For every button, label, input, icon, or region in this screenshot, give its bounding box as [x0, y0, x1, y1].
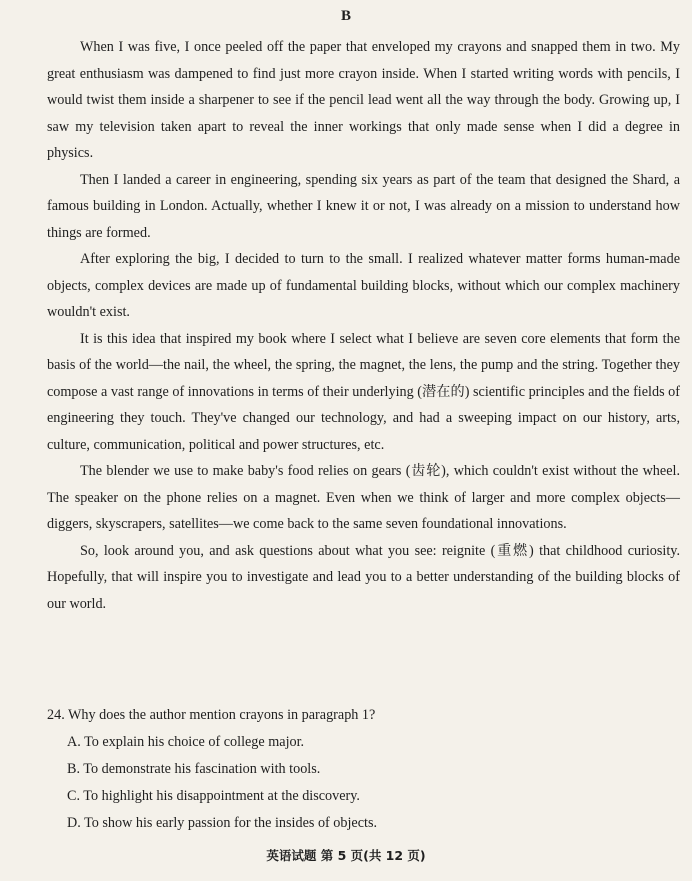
paragraph-6: So, look around you, and ask questions about what you see: reignite (重燃) that childhood curiosity. Hopefully, that will inspire you to investigate and lead you to a better understanding of the building blocks of our world. — [47, 542, 680, 612]
paragraph-4: It is this idea that inspired my book where I select what I believe are seven core elements that form the basis of the world—the nail, the wheel, the spring, the magnet, the lens, the pump and the string. Together they compose a vast range of innovations in terms of their underlying (潜在的) scientific principles and the fields of engineering they touch. They've changed our technology, and had a sweeping impact on our history, arts, culture, communication, political and power structures, etc. — [47, 330, 680, 453]
option-c: C. To highlight his disappointment at the discovery. — [67, 788, 360, 804]
paragraph-5: The blender we use to make baby's food relies on gears (齿轮), which couldn't exist without the wheel. The speaker on the phone relies on a magnet. Even when we think of larger and more complex objects—diggers, skyscrapers, satellites—we come back to the same seven foundational innovations. — [47, 463, 680, 532]
paragraph-2: Then I landed a career in engineering, spending six years as part of the team that designed the Shard, a famous building in London. Actually, whether I knew it or not, I was already on a mission to understand how things are formed. — [47, 171, 680, 241]
answer-options — [47, 729, 680, 837]
reading-passage — [47, 34, 680, 617]
option-b: B. To demonstrate his fascination with tools. — [67, 761, 321, 777]
section-letter: B — [340, 8, 351, 24]
question-stem: 24. Why does the author mention crayons in paragraph 1? — [47, 707, 376, 723]
option-d: D. To show his early passion for the insides of objects. — [67, 815, 378, 831]
option-a: A. To explain his choice of college major. — [67, 734, 305, 750]
paragraph-3: After exploring the big, I decided to turn to the small. I realized whatever matter forms human-made objects, complex devices are made up of fundamental building blocks, without which our complex machinery wouldn't exist. — [47, 251, 680, 320]
question-24 — [47, 702, 680, 837]
page-footer: 英语试题 第 5 页(共 12 页) — [266, 848, 426, 863]
paragraph-1: When I was five, I once peeled off the paper that enveloped my crayons and snapped them in two. My great enthusiasm was dampened to find just more crayon inside. When I started writing words with pencils, I would twist them inside a sharpener to see if the pencil lead went all the way through the body. Growing up, I saw my television taken apart to reveal the inner workings that only made sense when I did a degree in physics. — [47, 39, 680, 161]
